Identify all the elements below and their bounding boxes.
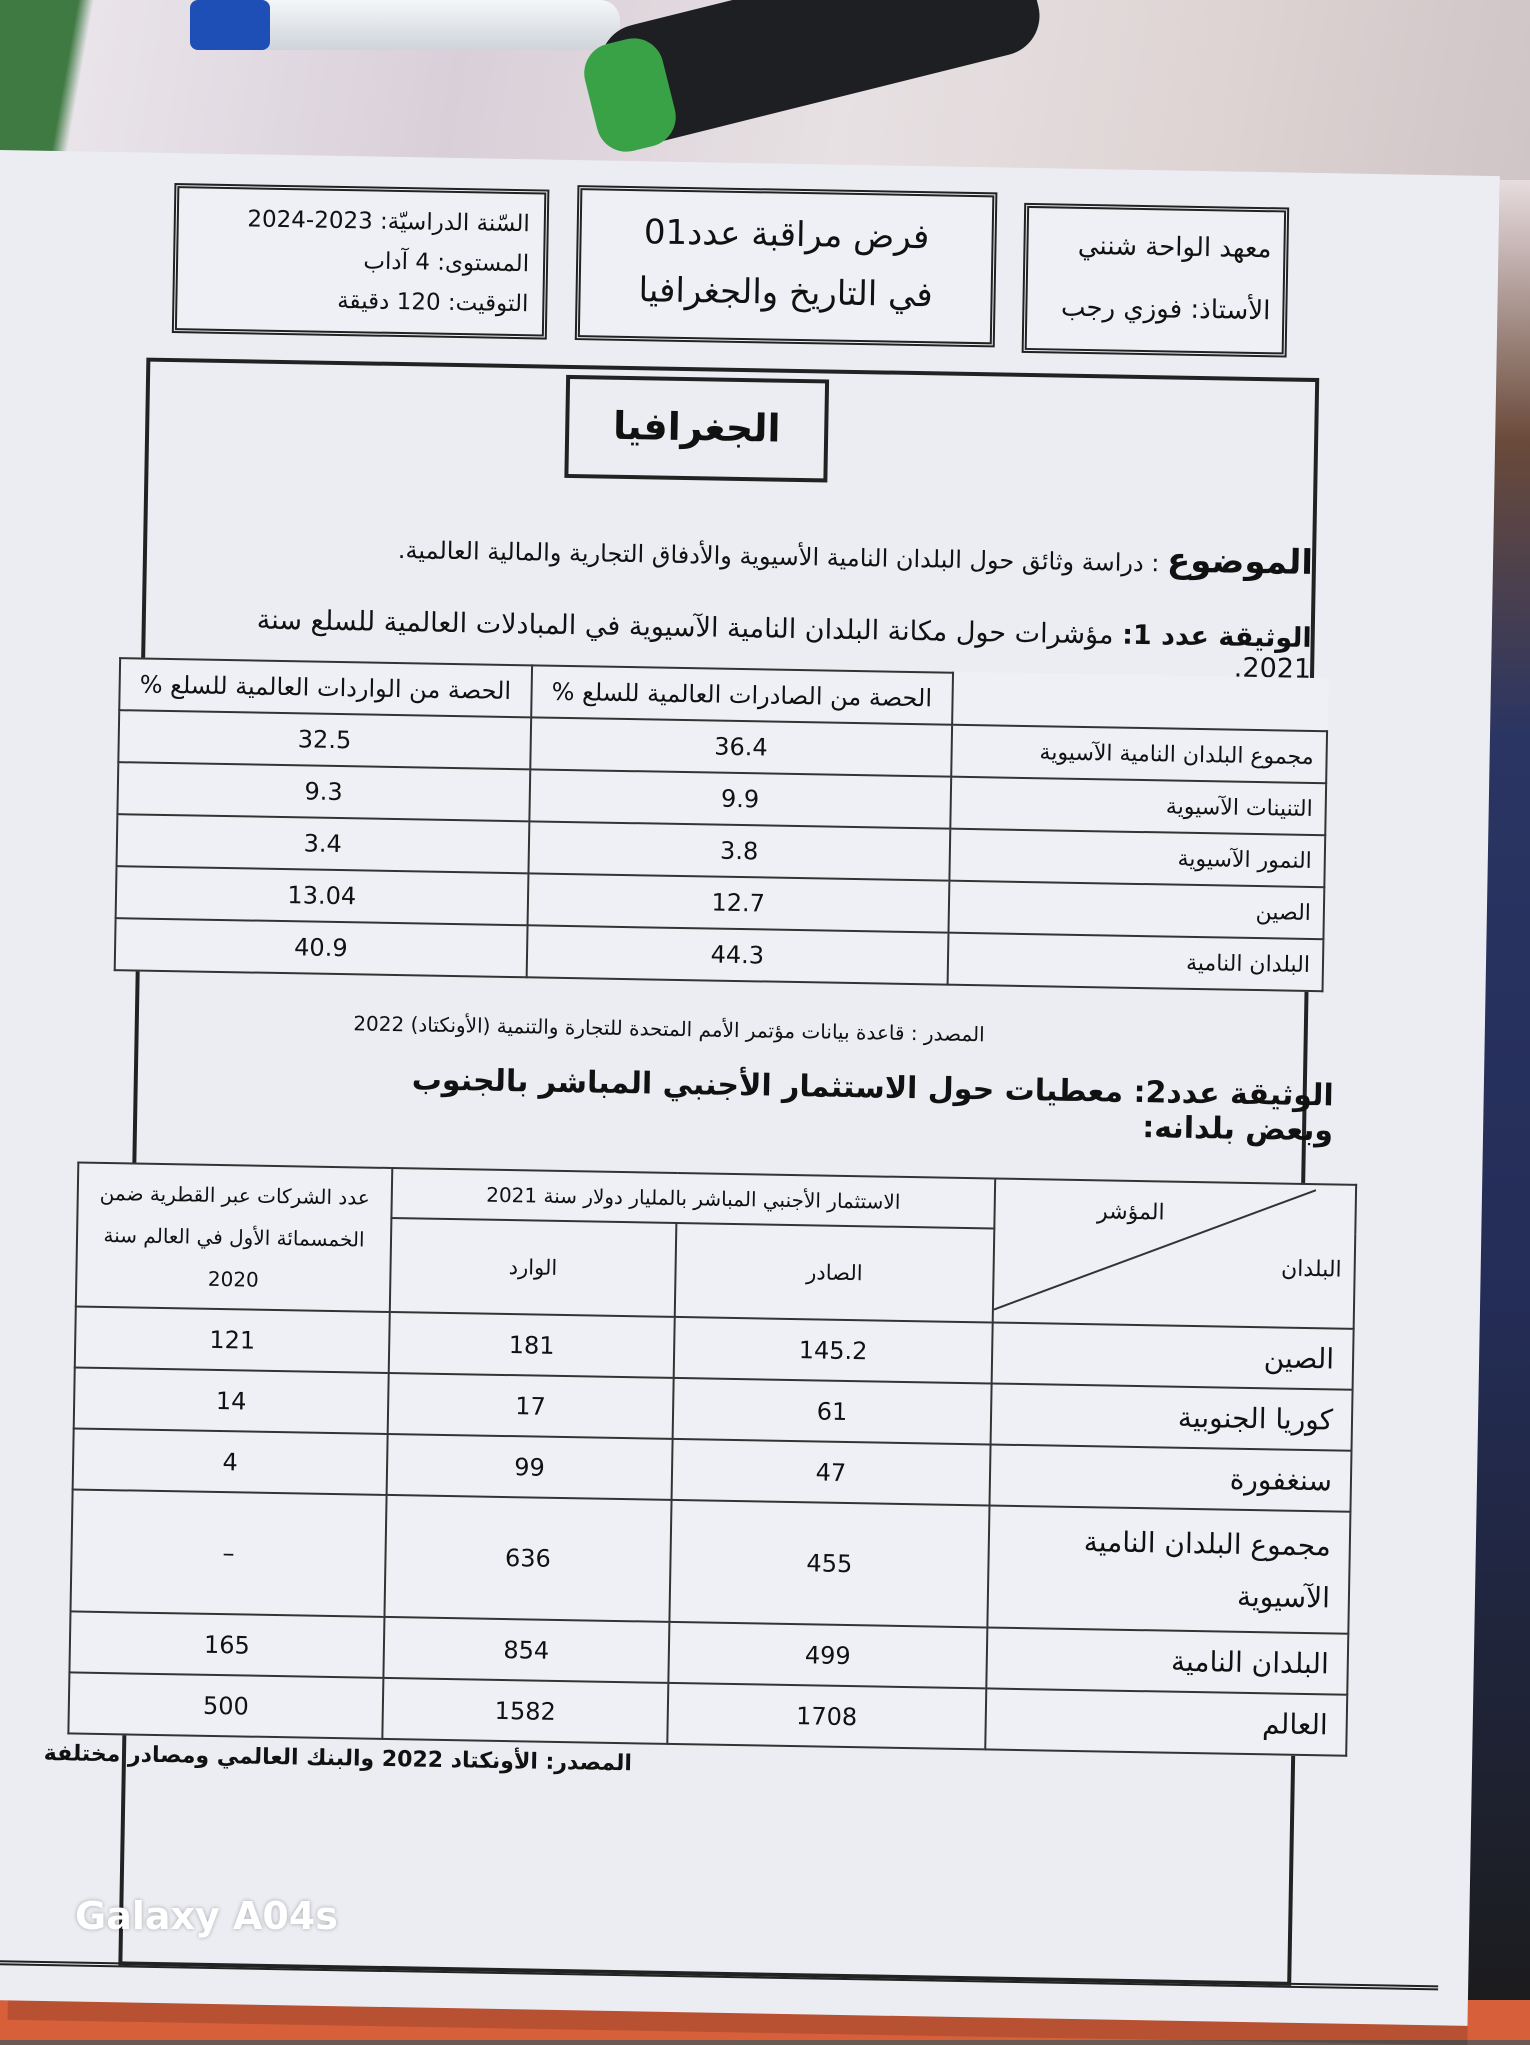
teacher-name: الأستاذ: فوزي رجب: [1060, 292, 1271, 327]
table-cell: 61: [672, 1378, 991, 1445]
table-cell: 145.2: [673, 1317, 992, 1384]
table-cell: 1708: [667, 1683, 986, 1750]
corner-indicator-label: المؤشر: [1096, 1199, 1165, 1226]
pen-clip: [190, 0, 270, 50]
table-cell: 99: [387, 1434, 673, 1500]
row-label: الصين: [948, 881, 1324, 940]
exam-subject: في التاريخ والجغرافيا: [638, 270, 934, 316]
table-cell: 165: [69, 1611, 384, 1677]
topic-text: : دراسة وثائق حول البلدان النامية الأسيوية والأدفاق التجارية والمالية العالمية.: [397, 536, 1160, 578]
duration: التوقيت: 120 دقيقة: [337, 287, 529, 318]
subject-title: الجغرافيا: [564, 375, 829, 483]
table-cell: 17: [388, 1373, 674, 1439]
table-cell: 121: [75, 1306, 390, 1372]
row-label: البلدان النامية: [948, 933, 1324, 992]
exam-meta-box: [172, 183, 550, 340]
table-cell: 455: [669, 1500, 989, 1628]
institution-name: معهد الواحة شنني: [1077, 230, 1272, 265]
table-corner: [952, 673, 1328, 732]
table-cell: 32.5: [118, 710, 530, 769]
doc2-table: [67, 1162, 1357, 1757]
column-header: الاستثمار الأجنبي المباشر بالمليار دولار سنة 2021: [391, 1168, 995, 1229]
table-cell: 500: [68, 1672, 383, 1738]
table-corner: [993, 1179, 1356, 1329]
row-label: كوريا الجنوبية: [991, 1383, 1353, 1450]
camera-watermark: Galaxy A04s: [75, 1894, 338, 1938]
row-label: مجموع البلدان النامية الآسيوية: [987, 1505, 1350, 1633]
doc2-title: معطيات حول الاستثمار الأجنبي المباشر بالجنوب وبعض بلدانه:: [411, 1062, 1334, 1149]
row-label: البلدان النامية: [986, 1627, 1348, 1694]
column-header: الحصة من الصادرات العالمية للسلع %: [531, 665, 953, 724]
table-cell: 3.8: [528, 821, 950, 880]
table-cell: 40.9: [115, 918, 527, 977]
row-label: النمور الآسيوية: [949, 829, 1325, 888]
table-cell: 9.9: [529, 769, 951, 828]
exam-sheet: [0, 150, 1500, 2026]
institution-box: [1022, 203, 1290, 358]
doc2-source: المصدر: الأونكتاد 2022 والبنك العالمي ومصادر مختلفة: [43, 1741, 633, 1777]
row-label: سنغفورة: [989, 1444, 1351, 1511]
table-cell: 44.3: [526, 925, 948, 984]
pen: [220, 0, 620, 50]
table-cell: 3.4: [117, 814, 529, 873]
table-cell: 36.4: [530, 717, 952, 776]
exam-title-box: [575, 185, 998, 347]
exam-title: فرض مراقبة عدد01: [643, 212, 930, 258]
table-cell: 9.3: [117, 762, 529, 821]
table-cell: 4: [73, 1428, 388, 1494]
table-cell: 1582: [382, 1678, 668, 1744]
level: المستوى: 4 آداب: [363, 248, 530, 278]
doc1-table: [114, 657, 1329, 992]
table-cell: –: [71, 1489, 387, 1616]
corner-countries-label: البلدان: [1280, 1256, 1342, 1283]
table-cell: 12.7: [527, 873, 949, 932]
table-cell: 854: [383, 1617, 669, 1683]
column-header: الصادر: [675, 1223, 995, 1323]
school-year: السّنة الدراسيّة: 2023-2024: [247, 206, 531, 238]
row-label: العالم: [985, 1688, 1347, 1755]
doc1-lead: الوثيقة عدد 1:: [1121, 619, 1312, 654]
table-cell: 13.04: [116, 866, 528, 925]
table-cell: 47: [671, 1439, 990, 1506]
row-label: التنينات الآسيوية: [950, 777, 1326, 836]
doc1-title: مؤشرات حول مكانة البلدان النامية الآسيوية في المبادلات العالمية للسلع سنة 2021.: [256, 604, 1312, 685]
table-row: [71, 1489, 1351, 1633]
doc1-source: المصدر : قاعدة بيانات مؤتمر الأمم المتحدة للتجارة والتنمية (الأونكتاد) 2022: [353, 1011, 985, 1047]
column-header: الوارد: [390, 1218, 676, 1317]
table-cell: 499: [668, 1622, 987, 1689]
table-cell: 636: [384, 1495, 671, 1622]
table-cell: 14: [74, 1367, 389, 1433]
doc2-lead: الوثيقة عدد2:: [1133, 1074, 1334, 1114]
column-header: الحصة من الواردات العالمية للسلع %: [119, 658, 531, 717]
column-header: عدد الشركات عبر القطرية ضمن الخمسمائة الأول في العالم سنة 2020: [76, 1163, 392, 1312]
row-label: مجموع البلدان النامية الآسيوية: [951, 725, 1327, 784]
row-label: الصين: [992, 1323, 1354, 1390]
table-cell: 181: [389, 1312, 675, 1378]
topic-lead: الموضوع: [1166, 540, 1314, 583]
